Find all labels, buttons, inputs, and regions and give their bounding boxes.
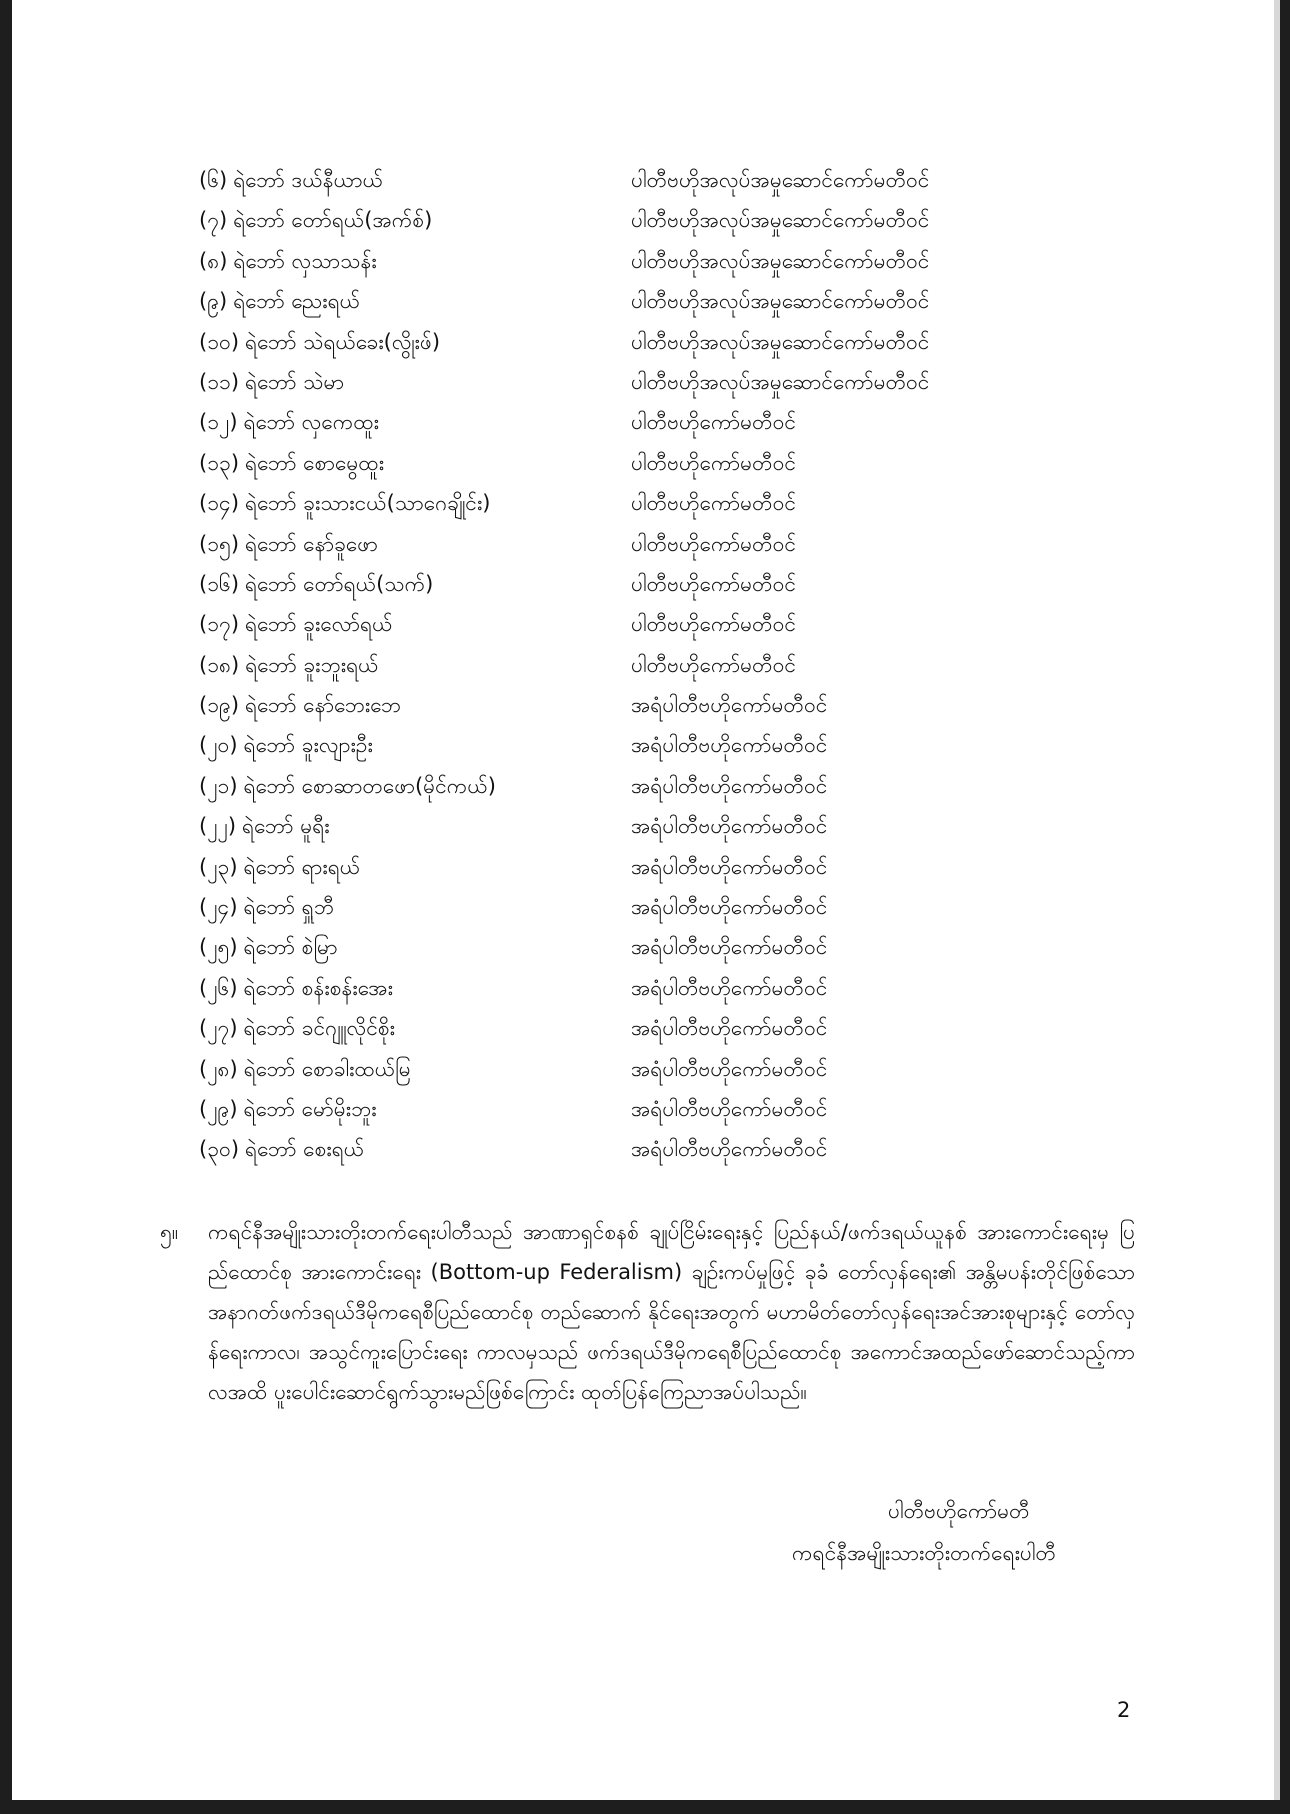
page-edge-shadow (1274, 0, 1280, 1800)
member-row (199, 645, 1099, 685)
member-row (199, 402, 1099, 442)
member-number: (၉) (199, 289, 228, 314)
member-row (199, 725, 1099, 765)
member-name: ရဲဘော် ခင်ဂျူလိုင်စိုး (243, 1016, 395, 1041)
member-name: ရဲဘော် စေးရယ် (245, 1137, 365, 1162)
member-row (199, 483, 1099, 523)
member-number: (၁၉) (199, 693, 240, 718)
member-name: ရဲဘော် စောဆာတဖော(မိုင်ကယ်) (243, 773, 496, 798)
page-number: 2 (1117, 1698, 1131, 1722)
member-name: ရဲဘော် စောမွေထူး (245, 450, 385, 475)
member-row (199, 564, 1099, 604)
member-role: အရံပါတီဗဟိုကော်မတီဝင် (631, 1016, 828, 1041)
member-number: (၂၅) (199, 935, 238, 960)
member-role: ပါတီဗဟိုအလုပ်အမှုဆောင်ကော်မတီဝင် (631, 329, 930, 354)
member-number: (၁၆) (199, 571, 240, 596)
member-name: ရဲဘော် လှကေထူး (243, 410, 379, 435)
member-name: ရဲဘော် ရားရယ် (243, 854, 361, 879)
member-role: အရံပါတီဗဟိုကော်မတီဝင် (631, 814, 828, 839)
member-name: ရဲဘော် ညေးရယ် (233, 289, 361, 314)
signature-party: ကရင်နီအမျိုးသားတိုးတက်ရေးပါတီ (792, 1541, 1056, 1565)
member-name: ရဲဘော် စန်းစန်းအေး (243, 975, 393, 1000)
member-role: ပါတီဗဟိုအလုပ်အမှုဆောင်ကော်မတီဝင် (631, 168, 930, 192)
member-role: အရံပါတီဗဟိုကော်မတီဝင် (631, 1056, 828, 1081)
statement-paragraph (160, 1212, 1135, 1412)
member-name: ရဲဘော် ဒယ်နီယာယ် (233, 168, 383, 192)
member-number: (၂၇) (199, 1016, 238, 1041)
member-name: ရဲဘော် မော်မိုးဘူး (243, 1096, 377, 1121)
member-row (199, 160, 1099, 200)
member-row (199, 362, 1099, 402)
member-row (199, 322, 1099, 362)
member-role: ပါတီဗဟိုအလုပ်အမှုဆောင်ကော်မတီဝင် (631, 248, 930, 273)
member-role: ပါတီဗဟိုအလုပ်အမှုဆောင်ကော်မတီဝင် (631, 208, 930, 233)
member-number: (၂၉) (199, 1096, 238, 1121)
member-role: အရံပါတီဗဟိုကော်မတီဝင် (631, 895, 828, 920)
member-row (199, 1129, 1099, 1169)
member-number: (၃၀) (199, 1137, 240, 1162)
member-row (199, 847, 1099, 887)
member-role: အရံပါတီဗဟိုကော်မတီဝင် (631, 935, 828, 960)
member-number: (၁၅) (199, 531, 240, 556)
member-number: (၂၈) (199, 1056, 238, 1081)
member-row (199, 443, 1099, 483)
member-name: ရဲဘော် ခူးသားငယ်(သာဂေချိုင်း) (245, 491, 491, 516)
member-row (199, 968, 1099, 1008)
member-row (199, 806, 1099, 846)
member-number: (၁၄) (199, 491, 240, 516)
member-role: အရံပါတီဗဟိုကော်မတီဝင် (631, 693, 828, 718)
member-role: ပါတီဗဟိုအလုပ်အမှုဆောင်ကော်မတီဝင် (631, 369, 930, 394)
member-role: အရံပါတီဗဟိုကော်မတီဝင် (631, 1137, 828, 1162)
member-number: (၂၄) (199, 895, 238, 920)
member-row (199, 1089, 1099, 1129)
member-name: ရဲဘော် ရှူဘီ (243, 895, 334, 920)
member-row (199, 241, 1099, 281)
member-number: (၁၂) (199, 410, 238, 435)
member-number: (၂၁) (199, 773, 238, 798)
member-row (199, 1049, 1099, 1089)
member-row (199, 604, 1099, 644)
member-role: အရံပါတီဗဟိုကော်မတီဝင် (631, 733, 828, 758)
member-name: ရဲဘော် နော်ဘေးဘေ (245, 693, 402, 718)
member-number: (၈) (199, 248, 228, 273)
document-page (12, 0, 1274, 1800)
member-name: ရဲဘော် ခူးလော်ရယ် (245, 612, 393, 637)
member-role: အရံပါတီဗဟိုကော်မတီဝင် (631, 1096, 828, 1121)
paragraph-number: ၅။ (160, 1220, 179, 1244)
member-name: ရဲဘော် ခူးဘူးရယ် (245, 652, 379, 677)
member-row (199, 927, 1099, 967)
member-name: ရဲဘော် စဲမြာ (243, 935, 338, 960)
member-number: (၁၁) (199, 369, 240, 394)
member-role: အရံပါတီဗဟိုကော်မတီဝင် (631, 854, 828, 879)
paragraph-text: ကရင်နီအမျိုးသားတိုးတက်ရေးပါတီသည် အာဏာရှင်စနစ် ချုပ်ငြိမ်းရေးနှင့် ပြည်နယ်/ဖက်ဒရယ်ယူနစ် အားကောင်းရေးမှ ပြည်ထောင်စု အားကောင်းရေး (Bottom-up Federalism) ချဉ်းကပ်မှုဖြင့် ခုခံ တော်လှန်ရေး၏ အန္တိမပန်းတိုင်ဖြစ်သော အနာဂတ်ဖက်ဒရယ်ဒီမိုကရေစီပြည်ထောင်စု တည်ဆောက် နိုင်ရေးအတွက် မဟာမိတ်တော်လှန်ရေးအင်အားစုများနှင့် တော်လှန်ရေးကာလ၊ အသွင်ကူးပြောင်းရေး ကာလမှသည် ဖက်ဒရယ်ဒီမိုကရေစီပြည်ထောင်စု အကောင်အထည်ဖော်ဆောင်သည့်ကာလအထိ ပူးပေါင်းဆောင်ရွက်သွားမည်ဖြစ်ကြောင်း ထုတ်ပြန်ကြေညာအပ်ပါသည်။ (208, 1220, 1135, 1404)
member-row (199, 685, 1099, 725)
member-number: (၁၃) (199, 450, 240, 475)
member-number: (၁၀) (199, 329, 240, 354)
member-number: (၂၂) (199, 814, 237, 839)
member-name: ရဲဘော် နော်ခူဖော (245, 531, 378, 556)
member-role: ပါတီဗဟိုကော်မတီဝင် (631, 531, 797, 556)
member-number: (၂၀) (199, 733, 238, 758)
member-number: (၁၈) (199, 652, 240, 677)
member-role: အရံပါတီဗဟိုကော်မတီဝင် (631, 773, 828, 798)
member-number: (၂၆) (199, 975, 238, 1000)
member-role: ပါတီဗဟိုကော်မတီဝင် (631, 410, 797, 435)
member-name: ရဲဘော် မူရီး (242, 814, 330, 839)
member-number: (၂၃) (199, 854, 238, 879)
member-row (199, 524, 1099, 564)
member-name: ရဲဘော် သဲမာ (245, 369, 345, 394)
member-role: ပါတီဗဟိုကော်မတီဝင် (631, 571, 797, 596)
member-role: ပါတီဗဟိုကော်မတီဝင် (631, 450, 797, 475)
member-name: ရဲဘော် တော်ရယ်(သက်) (245, 571, 434, 596)
member-row (199, 887, 1099, 927)
member-role: ပါတီဗဟိုအလုပ်အမှုဆောင်ကော်မတီဝင် (631, 289, 930, 314)
member-name: ရဲဘော် တော်ရယ်(အက်စ်) (233, 208, 433, 233)
member-role: ပါတီဗဟိုကော်မတီဝင် (631, 612, 797, 637)
member-name: ရဲဘော် ခူးလျားဦး (243, 733, 373, 758)
member-number: (၆) (199, 168, 228, 192)
member-name: ရဲဘော် လှသာသန်း (233, 248, 377, 273)
member-number: (၇) (199, 208, 228, 233)
member-list (199, 160, 1099, 1170)
member-row (199, 766, 1099, 806)
signature-committee: ပါတီဗဟိုကော်မတီ (888, 1499, 1030, 1523)
member-row (199, 1008, 1099, 1048)
signature-block (792, 1490, 1192, 1574)
member-row (199, 281, 1099, 321)
member-role: အရံပါတီဗဟိုကော်မတီဝင် (631, 975, 828, 1000)
member-role: ပါတီဗဟိုကော်မတီဝင် (631, 491, 797, 516)
member-name: ရဲဘော် သဲရယ်ခေး(လွိုးဖ်) (245, 329, 441, 354)
member-name: ရဲဘော် စောခါးထယ်မြ (243, 1056, 411, 1081)
member-number: (၁၇) (199, 612, 240, 637)
member-row (199, 200, 1099, 240)
member-role: ပါတီဗဟိုကော်မတီဝင် (631, 652, 797, 677)
